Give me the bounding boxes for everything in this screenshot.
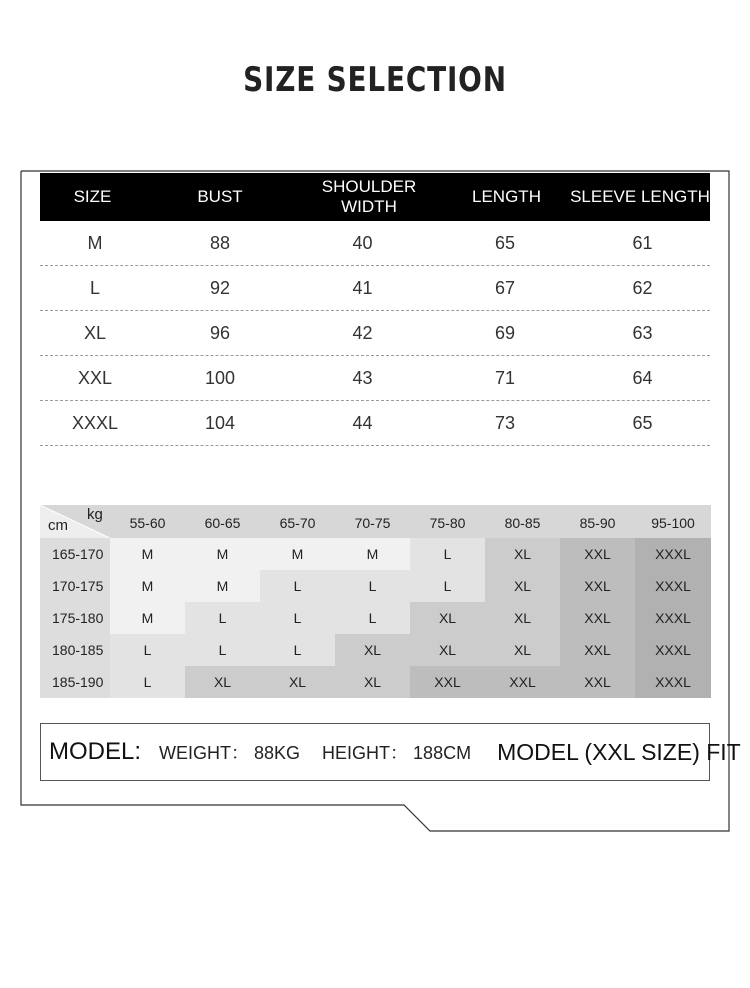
- table-cell: L: [89, 277, 100, 298]
- grid-height-range: 170-175: [40, 570, 110, 602]
- size-table-header-cell: BUST: [197, 187, 243, 206]
- grid-size-cell: XXXL: [635, 666, 711, 698]
- grid-size-cell: XXXL: [635, 602, 711, 634]
- grid-size-cell: L: [185, 634, 260, 666]
- table-row: [40, 356, 710, 401]
- grid-size-cell: XL: [485, 634, 560, 666]
- grid-height-range: 185-190: [40, 666, 110, 698]
- model-weight: WEIGHT： 88KG: [159, 743, 301, 763]
- cm-label: cm: [48, 517, 68, 534]
- size-table-body: [40, 221, 710, 446]
- table-cell: 43: [352, 367, 373, 388]
- grid-body: [40, 538, 711, 698]
- grid-size-cell: XXL: [560, 634, 635, 666]
- grid-weight-range: 60-65: [204, 515, 241, 531]
- grid-weight-range: 65-70: [279, 515, 316, 531]
- table-row: [40, 311, 710, 356]
- table-cell: 96: [209, 322, 231, 343]
- table-row: [40, 221, 710, 266]
- model-info-box: [40, 723, 741, 781]
- grid-header: [40, 505, 711, 538]
- grid-size-cell: XXL: [560, 666, 635, 698]
- table-cell: 64: [632, 367, 653, 388]
- grid-size-cell: M: [185, 570, 260, 602]
- size-table-header-cell: LENGTH: [472, 187, 541, 206]
- grid-size-cell: L: [260, 634, 335, 666]
- grid-weight-range: 70-75: [354, 515, 391, 531]
- grid-size-cell: L: [335, 570, 410, 602]
- grid-size-cell: XXL: [485, 666, 560, 698]
- grid-size-cell: XXL: [560, 570, 635, 602]
- size-table-header-cell: SIZE: [73, 187, 112, 206]
- table-row: [40, 266, 710, 311]
- grid-size-cell: XL: [260, 666, 335, 698]
- model-fit: MODEL (XXL SIZE) FIT: [497, 738, 741, 765]
- size-table-header-cell: SHOULDER WIDTH: [321, 177, 417, 216]
- table-cell: 88: [209, 232, 231, 253]
- grid-height-range: 175-180: [40, 602, 110, 634]
- model-label: MODEL:: [49, 738, 142, 765]
- table-cell: 41: [352, 277, 373, 298]
- grid-size-cell: M: [110, 538, 185, 570]
- grid-size-cell: XL: [485, 570, 560, 602]
- table-cell: XXL: [77, 367, 113, 388]
- table-cell: 73: [494, 412, 516, 433]
- grid-size-cell: XL: [335, 634, 410, 666]
- size-table: [40, 173, 710, 446]
- grid-row: [40, 570, 711, 602]
- table-cell: 65: [632, 412, 653, 433]
- table-cell: 69: [494, 322, 516, 343]
- grid-size-cell: XL: [485, 602, 560, 634]
- size-recommendation-grid: [40, 505, 711, 702]
- grid-size-cell: L: [410, 570, 485, 602]
- page-title: SIZE SELECTION: [243, 60, 507, 100]
- grid-row: [40, 538, 711, 570]
- grid-height-range: 165-170: [40, 538, 110, 570]
- table-cell: 67: [494, 277, 516, 298]
- grid-size-cell: M: [110, 570, 185, 602]
- table-row: [40, 401, 710, 446]
- grid-size-cell: L: [110, 634, 185, 666]
- grid-size-cell: XL: [485, 538, 560, 570]
- grid-size-cell: L: [410, 538, 485, 570]
- grid-size-cell: M: [335, 538, 410, 570]
- table-cell: M: [87, 232, 103, 253]
- grid-size-cell: L: [335, 602, 410, 634]
- grid-weight-range: 55-60: [129, 515, 166, 531]
- table-cell: XXXL: [71, 412, 119, 433]
- grid-size-cell: XL: [335, 666, 410, 698]
- grid-size-cell: XXXL: [635, 570, 711, 602]
- table-cell: 61: [632, 232, 653, 253]
- table-cell: 71: [494, 367, 516, 388]
- size-table-header-cell: SLEEVE LENGTH: [570, 187, 710, 206]
- grid-weight-range: 80-85: [504, 515, 541, 531]
- grid-size-cell: XXXL: [635, 634, 711, 666]
- table-cell: 40: [352, 232, 373, 253]
- size-table-header: [40, 173, 710, 221]
- grid-weight-range: 85-90: [579, 515, 616, 531]
- table-cell: 44: [352, 412, 373, 433]
- grid-size-cell: XXL: [410, 666, 485, 698]
- grid-corner: [40, 505, 110, 538]
- grid-size-cell: XL: [410, 602, 485, 634]
- grid-size-cell: L: [260, 602, 335, 634]
- table-cell: 100: [204, 367, 236, 388]
- table-cell: 42: [352, 322, 373, 343]
- grid-size-cell: L: [260, 570, 335, 602]
- grid-weight-range: 95-100: [651, 515, 695, 531]
- table-cell: 104: [204, 412, 236, 433]
- grid-weight-range: 75-80: [429, 515, 466, 531]
- grid-row: [40, 666, 711, 698]
- grid-size-cell: XXL: [560, 602, 635, 634]
- grid-size-cell: L: [185, 602, 260, 634]
- table-cell: 92: [209, 277, 231, 298]
- grid-row: [40, 634, 711, 666]
- table-cell: 63: [632, 322, 653, 343]
- table-cell: 62: [632, 277, 653, 298]
- grid-size-cell: L: [110, 666, 185, 698]
- grid-size-cell: XXXL: [635, 538, 711, 570]
- kg-label: kg: [87, 506, 103, 523]
- grid-size-cell: XL: [410, 634, 485, 666]
- grid-row: [40, 602, 711, 634]
- grid-size-cell: M: [110, 602, 185, 634]
- grid-size-cell: M: [185, 538, 260, 570]
- table-cell: XL: [83, 322, 107, 343]
- grid-height-range: 180-185: [40, 634, 110, 666]
- grid-size-cell: XL: [185, 666, 260, 698]
- grid-size-cell: XXL: [560, 538, 635, 570]
- grid-size-cell: M: [260, 538, 335, 570]
- model-height: HEIGHT： 188CM: [322, 743, 472, 763]
- table-cell: 65: [494, 232, 516, 253]
